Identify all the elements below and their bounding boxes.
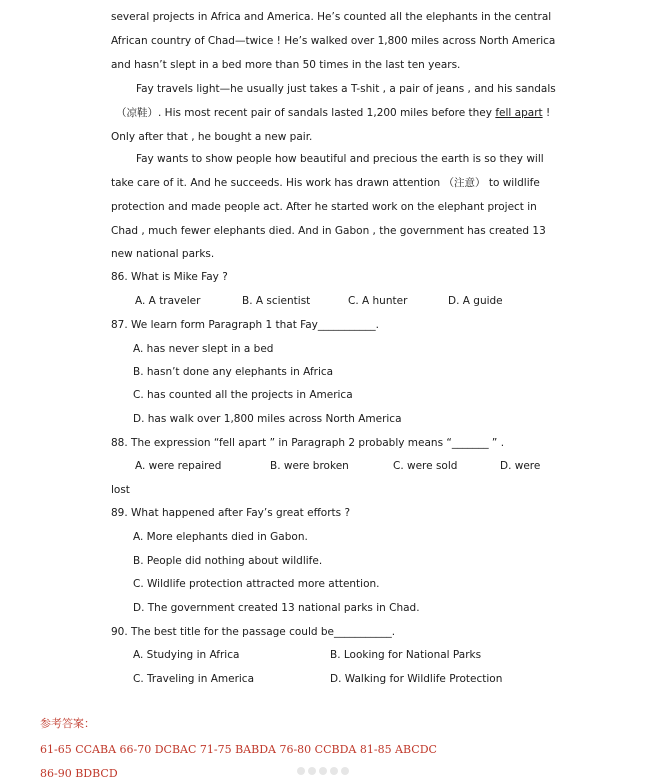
passage-line: Fay travels light—he usually just takes a T-shit , a pair of jeans , and his sandals <box>136 83 556 95</box>
passage-line: African country of Chad—twice ! He’s walked over 1,800 miles across North America <box>111 35 556 47</box>
question-88-option-c: C. were sold <box>393 460 458 472</box>
question-88-option-d: D. were <box>500 460 541 472</box>
question-88-option-d-wrap: lost <box>111 484 130 496</box>
question-90-option-d: D. Walking for Wildlife Protection <box>330 673 503 685</box>
answer-key-line: 86-90 BDBCD <box>40 767 118 780</box>
question-90-option-c: C. Traveling in America <box>133 673 255 685</box>
passage-text: （凉鞋）. His most recent pair of sandals lasted 1,200 miles before they <box>116 107 492 119</box>
question-86-option-d: D. A guide <box>448 295 503 307</box>
question-89-stem: 89. What happened after Fay’s great efforts ? <box>111 507 351 519</box>
passage-line: and hasn’t slept in a bed more than 50 times in the last ten years. <box>111 59 461 71</box>
passage-line <box>116 106 550 120</box>
passage-line: protection and made people act. After he started work on the elephant project in <box>111 201 537 213</box>
question-89-option-b: B. People did nothing about wildlife. <box>133 555 323 567</box>
question-88-option-b: B. were broken <box>270 460 349 472</box>
answer-key-heading: 参考答案： <box>40 717 95 730</box>
question-88-stem: 88. The expression “fell apart ” in Paragraph 2 probably means “_______ ” . <box>111 437 505 449</box>
question-90-option-b: B. Looking for National Parks <box>330 649 482 661</box>
passage-text: ! <box>545 107 551 119</box>
question-86-option-c: C. A hunter <box>348 295 408 307</box>
question-89-option-c: C. Wildlife protection attracted more attention. <box>133 578 380 590</box>
passage-line: several projects in Africa and America. He’s counted all the elephants in the central <box>111 11 552 23</box>
watermark-logo <box>297 766 353 776</box>
passage-line: Chad , much fewer elephants died. And in Gabon , the government has created 13 <box>111 225 546 237</box>
passage-line: new national parks. <box>111 248 215 260</box>
question-89-option-a: A. More elephants died in Gabon. <box>133 531 308 543</box>
answer-key-line: 61-65 CCABA 66-70 DCBAC 71-75 BABDA 76-80 CCBDA 81-85 ABCDC <box>40 743 437 756</box>
question-86-option-b: B. A scientist <box>242 295 311 307</box>
question-88-option-a: A. were repaired <box>135 460 222 472</box>
question-86-stem: 86. What is Mike Fay ? <box>111 271 228 283</box>
passage-line: take care of it. And he succeeds. His work has drawn attention （注意） to wildlife <box>111 177 540 189</box>
passage-line: Fay wants to show people how beautiful and precious the earth is so they will <box>136 153 544 165</box>
question-87-option-a: A. has never slept in a bed <box>133 343 274 355</box>
question-89-option-d: D. The government created 13 national parks in Chad. <box>133 602 420 614</box>
passage-line: Only after that , he bought a new pair. <box>111 131 313 143</box>
fell-apart-phrase: fell apart <box>495 107 543 119</box>
question-90-option-a: A. Studying in Africa <box>133 649 240 661</box>
question-87-stem: 87. We learn form Paragraph 1 that Fay___________. <box>111 319 379 331</box>
question-87-option-d: D. has walk over 1,800 miles across North America <box>133 413 402 425</box>
question-90-stem: 90. The best title for the passage could be___________. <box>111 626 396 638</box>
question-87-option-c: C. has counted all the projects in America <box>133 389 353 401</box>
question-86-option-a: A. A traveler <box>135 295 201 307</box>
question-87-option-b: B. hasn’t done any elephants in Africa <box>133 366 334 378</box>
